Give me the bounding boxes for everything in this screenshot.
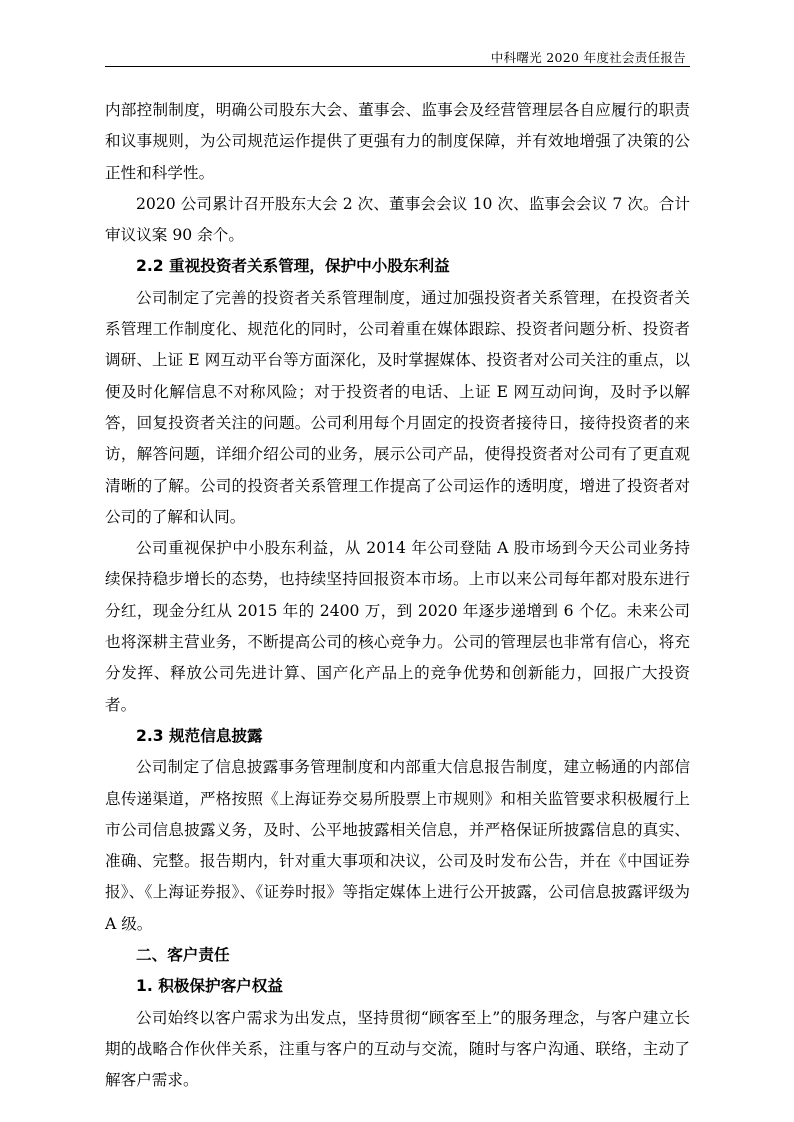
paragraph-customer-service: 公司始终以客户需求为出发点，坚持贯彻“顾客至上”的服务理念，与客户建立长期的战略合作伙伴关系，注重与客户的互动与交流，随时与客户沟通、联络，主动了解客户需求。 [105, 1008, 690, 1090]
paragraph-internal-control: 内部控制制度，明确公司股东大会、董事会、监事会及经营管理层各自应履行的职责和议事规则，为公司规范运作提供了更强有力的制度保障，并有效地增强了决策的公正性和科学性。 [105, 101, 690, 182]
paragraph-minority-shareholders: 公司重视保护中小股东利益，从 2014 年公司登陆 A 股市场到今天公司业务持续保持稳步增长的态势，也持续坚持回报资本市场。上市以来公司每年都对股东进行分红，现金分红从 2015 年的 2400 万，到 2020 年逐步递增到 6 个亿。未来公司也将深耕主营业务，不断提高公司的核心竞争力。公司的管理层也非常有信心，将充分发挥、释放公司先进计算、国产化产品上的竞争优势和创新能力，回报广大投资者。 [105, 539, 690, 714]
page-header [105, 40, 690, 67]
paragraph-disclosure: 公司制定了信息披露事务管理制度和内部重大信息报告制度，建立畅通的内部信息传递渠道，严格按照《上海证券交易所股票上市规则》和相关监管要求积极履行上市公司信息披露义务，及时、公平地披露相关信息，并严格保证所披露信息的真实、准确、完整。报告期内，针对重大事项和决议，公司及时发布公告，并在《中国证券报》、《上海证券报》、《证券时报》等指定媒体上进行公开披露，公司信息披露评级为 A 级。 [105, 758, 690, 933]
section-heading-disclosure: 2.3 规范信息披露 [136, 726, 263, 745]
document-body [105, 95, 690, 1097]
chapter-heading-customer-responsibility: 二、客户责任 [136, 946, 230, 965]
paragraph-meeting-stats: 2020 公司累计召开股东大会 2 次、董事会会议 10 次、监事会会议 7 次。合计审议议案 90 余个。 [105, 194, 690, 245]
paragraph-investor-relations: 公司制定了完善的投资者关系管理制度，通过加强投资者关系管理，在投资者关系管理工作制度化、规范化的同时，公司着重在媒体跟踪、投资者问题分析、投资者调研、上证 E 网互动平台等方面深化，及时掌握媒体、投资者对公司关注的重点，以便及时化解信息不对称风险；对于投资者的电话、上证 E 网互动问询，及时予以解答，回复投资者关注的问题。公司利用每个月固定的投资者接待日，接待投资者的来访，解答问题，详细介绍公司的业务，展示公司产品，使得投资者对公司有了更直观清晰的了解。公司的投资者关系管理工作提高了公司运作的透明度，增进了投资者对公司的了解和认同。 [105, 288, 690, 526]
report-title: 中科曙光 2020 年度社会责任报告 [490, 50, 686, 65]
section-heading-investor-relations: 2.2 重视投资者关系管理，保护中小股东利益 [136, 257, 450, 276]
section-heading-customer-rights: 1. 积极保护客户权益 [136, 977, 283, 996]
